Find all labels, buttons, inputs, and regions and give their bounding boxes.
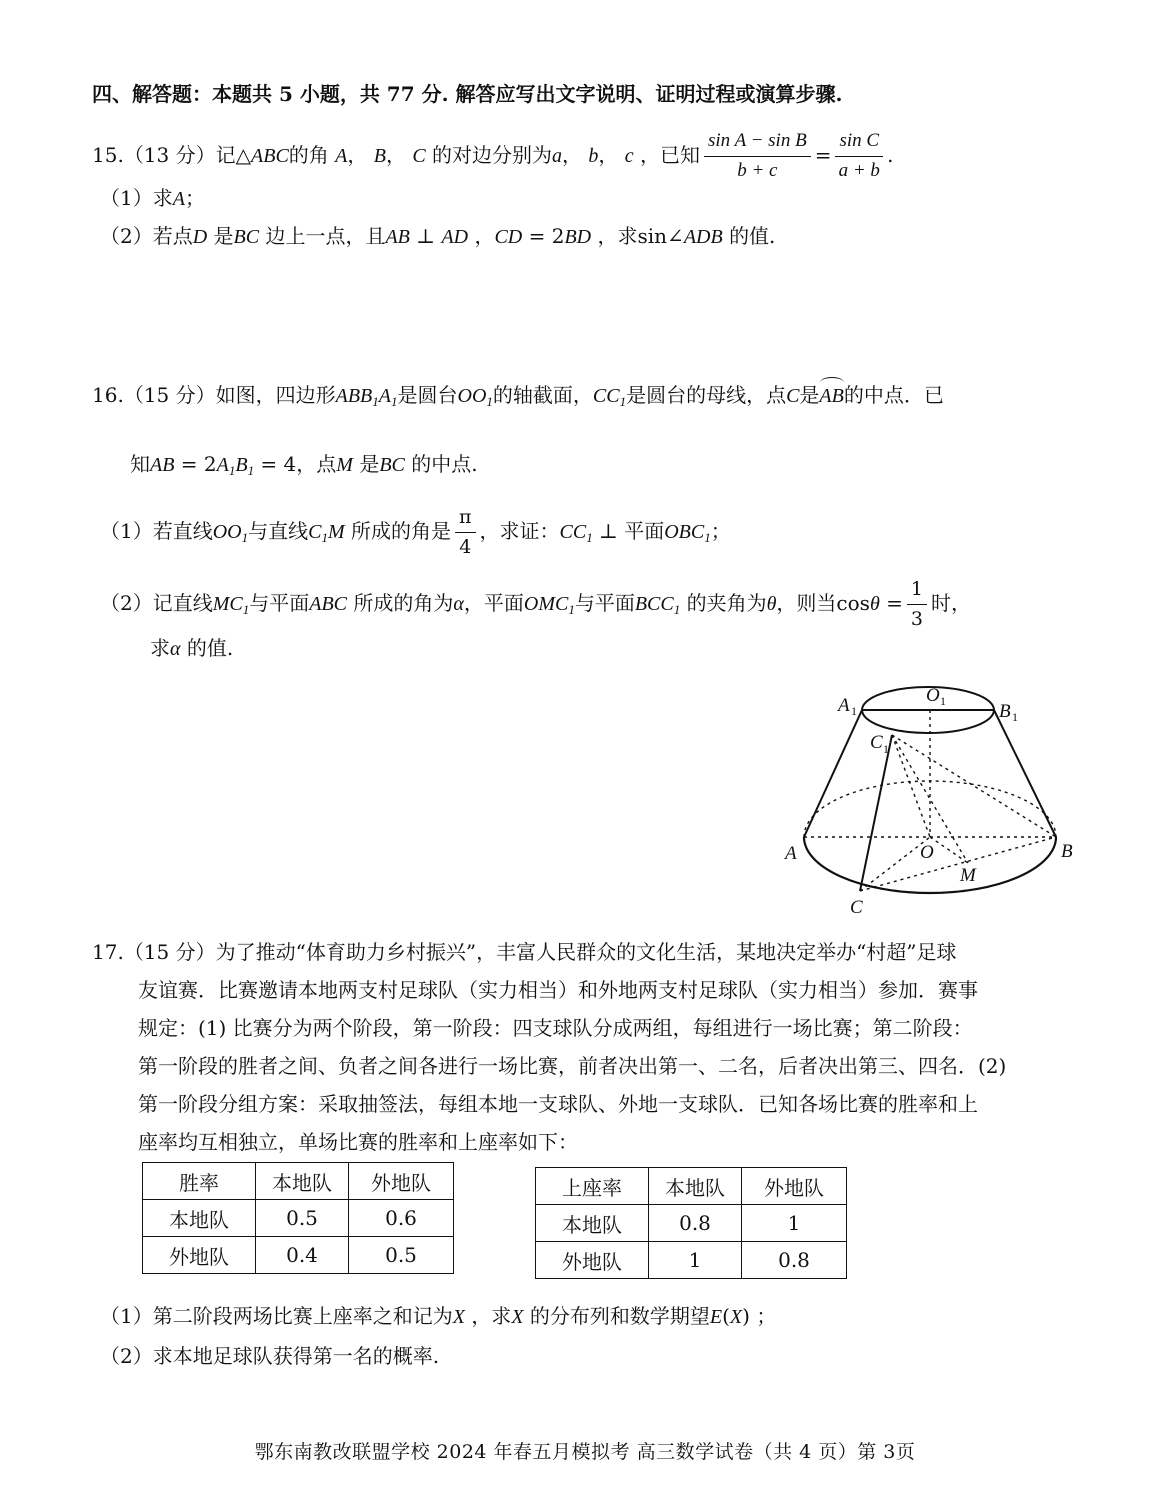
math: C xyxy=(786,385,800,407)
math: CD xyxy=(494,226,523,248)
table-row xyxy=(536,1205,847,1242)
table-cell: 本地队 xyxy=(536,1205,649,1242)
figure-labels xyxy=(783,685,1073,918)
math: X xyxy=(511,1306,524,1328)
label-o1: O xyxy=(926,685,940,706)
text: 的分布列和数学期望 xyxy=(529,1304,710,1328)
math: $OMC_1$ xyxy=(523,592,575,617)
problem-16-q1: （1）若直线$OO_1$与直线$C_1M$ 所成的角是 $\frac{\pi}{4}$ ，求证：$CC_1$ ⊥ 平面$OBC_1$； xyxy=(100,506,731,558)
table-cell: 外地队 xyxy=(143,1237,256,1274)
math: $A_1B_1$ xyxy=(216,454,255,478)
text: （1）求 xyxy=(100,186,173,210)
denominator: 3 xyxy=(910,607,923,630)
frustum-figure xyxy=(780,675,1080,925)
text: 的值. xyxy=(186,636,234,660)
fraction-2 xyxy=(835,130,883,183)
math: θ xyxy=(869,592,880,615)
label-a: A xyxy=(785,843,797,864)
text: 与平面 xyxy=(249,590,310,615)
label-sub: 1 xyxy=(1012,710,1018,724)
text: 为了推动“体育助力乡村振兴”，丰富人民群众的文化生活，某地决定举办“村超”足球 xyxy=(215,940,957,964)
numerator: π xyxy=(455,506,476,533)
table-cell: 胜率 xyxy=(143,1163,256,1200)
math: α xyxy=(170,638,181,660)
text: ，平面 xyxy=(463,590,524,615)
table-cell: 0.8 xyxy=(742,1242,847,1279)
problem-17-q1: （1）第二阶段两场比赛上座率之和记为X ，求X 的分布列和数学期望E(X) ； xyxy=(100,1304,777,1328)
math: E xyxy=(709,1306,723,1328)
text: 平面 xyxy=(624,518,665,543)
problem-17-line4: 第一阶段的胜者之间、负者之间各进行一场比赛，前者决出第一、二名，后者决出第三、四名．(2) xyxy=(138,1054,1007,1078)
text: 与直线 xyxy=(248,518,309,543)
text: （2）记直线 xyxy=(100,590,213,615)
arc-ab: AB xyxy=(819,384,843,408)
text: 如图，四边形 xyxy=(215,383,336,407)
problem-15-q2: （2）若点D 是BC 边上一点，且AB ⊥ AD ，CD = 2BD ，求sin∠ADB 的值. xyxy=(100,224,776,248)
text: ； xyxy=(756,1304,777,1328)
label-b1: B xyxy=(999,701,1011,722)
math: X xyxy=(729,1306,743,1328)
math: $CC_1$ xyxy=(559,520,593,545)
table-row xyxy=(143,1163,454,1200)
text: 是圆台的母线，点 xyxy=(626,383,787,407)
math: BC xyxy=(233,226,260,248)
problem-15-number: 15. xyxy=(92,142,124,167)
math: ABC xyxy=(309,592,348,615)
table-cell: 0.4 xyxy=(256,1237,349,1274)
text: ，已知 xyxy=(639,142,700,167)
problem-15-score: （13 分） xyxy=(123,142,216,167)
problem-16-q2-cont xyxy=(150,636,233,661)
table-row xyxy=(143,1237,454,1274)
segment-c1o xyxy=(892,735,930,837)
math: A xyxy=(335,144,348,167)
math: B xyxy=(373,144,386,167)
table-row xyxy=(143,1200,454,1237)
math: α xyxy=(453,592,464,615)
segment-om xyxy=(930,837,968,863)
denominator: b + c xyxy=(737,159,778,181)
denominator: a + b xyxy=(838,159,880,181)
text: ，点 xyxy=(296,452,337,476)
page-footer: 鄂东南教改联盟学校 2024 年春五月模拟考 高三数学试卷（共 4 页）第 3页 xyxy=(254,1441,916,1463)
math: b xyxy=(588,144,599,167)
problem-17-line5: 第一阶段分组方案：采取抽签法，每组本地一支球队、外地一支球队．已知各场比赛的胜率和上 xyxy=(138,1092,978,1116)
math: BD xyxy=(564,226,592,248)
text: 与平面 xyxy=(574,590,635,615)
problem-17-q2: （2）求本地足球队获得第一名的概率. xyxy=(100,1344,440,1368)
math: $CC_1$ xyxy=(592,385,627,409)
problem-16-score: （15 分） xyxy=(123,383,216,407)
math: C xyxy=(412,144,426,167)
table-cell: 0.6 xyxy=(349,1200,454,1237)
problem-17-line1 xyxy=(92,940,957,964)
text: ，求 xyxy=(597,224,638,248)
text: 的夹角为 xyxy=(686,590,767,615)
label-o: O xyxy=(920,842,934,863)
problem-17-score: （15 分） xyxy=(123,940,216,964)
label-sub: 1 xyxy=(940,694,946,708)
numerator: sin A − sin B xyxy=(704,130,811,157)
table-cell: 本地队 xyxy=(143,1200,256,1237)
text: （1）第二阶段两场比赛上座率之和记为 xyxy=(100,1304,453,1328)
text: （2）若点 xyxy=(100,224,193,248)
problem-17-line2: 友谊赛．比赛邀请本地两支村足球队（实力相当）和外地两支村足球队（实力相当）参加．赛事 xyxy=(138,978,978,1002)
math: ADB xyxy=(683,226,723,248)
math: $C_1M$ xyxy=(308,520,345,545)
text: ，则当 xyxy=(776,590,837,615)
text: 知 xyxy=(130,452,150,476)
problem-15-q1: （1）求A； xyxy=(100,186,205,210)
text: 的轴截面， xyxy=(492,383,593,407)
table-row xyxy=(536,1168,847,1205)
math: AB xyxy=(385,226,410,248)
problem-16-q2: （2）记直线$MC_1$与平面ABC 所成的角为α，平面$OMC_1$与平面$BCC_1$ 的夹角为θ，则当cosθ = $\frac{1}{3}$ 时， xyxy=(100,578,971,630)
table-cell: 0.5 xyxy=(256,1200,349,1237)
table-row xyxy=(536,1242,847,1279)
math: AD xyxy=(441,226,469,248)
attendance-rate-table xyxy=(535,1167,847,1279)
problem-15-stem: 15.（13 分）记△ABC的角 A， B， C 的对边分别为a， b， c ，已知 $\frac{\text{sin A − sin B}}{b + c}$ = $\frac{\text{sin C}}{a + b}$ . xyxy=(92,130,894,181)
math: AB xyxy=(150,454,175,476)
text: 求 xyxy=(150,636,170,660)
text: 是 xyxy=(359,452,380,476)
table-cell: 0.8 xyxy=(649,1205,742,1242)
table-cell: 本地队 xyxy=(649,1168,742,1205)
math: M xyxy=(336,454,353,476)
problem-17-line3: 规定：(1) 比赛分为两个阶段，第一阶段：四支球队分成两组，每组进行一场比赛；第二阶段： xyxy=(138,1016,973,1040)
table-cell: 外地队 xyxy=(349,1163,454,1200)
text: 所成的角是 xyxy=(351,518,451,543)
text: （1）若直线 xyxy=(100,518,213,543)
arc-mark xyxy=(820,377,844,388)
math: $MC_1$ xyxy=(212,592,250,617)
numerator: sin C xyxy=(835,130,883,157)
win-rate-table xyxy=(142,1162,454,1274)
table-cell: 外地队 xyxy=(742,1168,847,1205)
table-cell: 外地队 xyxy=(536,1242,649,1279)
numerator: 1 xyxy=(907,578,927,605)
math: $ABB_1A_1$ xyxy=(335,385,398,409)
denominator: 4 xyxy=(459,535,472,558)
math: $BCC_1$ xyxy=(634,592,681,617)
text: 是圆台 xyxy=(397,383,458,407)
math: A xyxy=(172,188,185,210)
label-sub: 1 xyxy=(883,742,889,756)
text: 所成的角为 xyxy=(353,590,454,615)
math: ABC xyxy=(251,144,289,167)
text: 的对边分别为 xyxy=(432,142,553,167)
problem-16-stem-line1 xyxy=(92,383,944,410)
table-cell: 上座率 xyxy=(536,1168,649,1205)
math: $OO_1$ xyxy=(457,385,493,409)
text: 记△ xyxy=(215,142,252,167)
generator-cc1 xyxy=(860,735,892,891)
problem-16-stem-line2: 知AB = $2A_1B_1 = 4$，点M 是BC 的中点. xyxy=(130,452,478,478)
math: c xyxy=(624,144,634,167)
section-title: 四、解答题：本题共 5 小题，共 77 分. 解答应写出文字说明、证明过程或演算步骤. xyxy=(92,82,843,106)
text: 是 xyxy=(213,224,234,248)
problem-17-number: 17. xyxy=(92,940,124,964)
math: X xyxy=(452,1306,465,1328)
problem-16-number: 16. xyxy=(92,383,124,407)
text: 是 xyxy=(799,383,820,407)
table-cell: 1 xyxy=(649,1242,742,1279)
math: D xyxy=(192,226,208,248)
text: 的值. xyxy=(729,224,776,248)
label-c: C xyxy=(850,897,863,918)
label-sub: 1 xyxy=(851,704,857,718)
label-a1: A xyxy=(838,695,850,716)
table-cell: 0.5 xyxy=(349,1237,454,1274)
label-c1: C xyxy=(870,732,883,753)
fraction-1-3 xyxy=(907,578,927,631)
label-m: M xyxy=(960,865,976,886)
math: BC xyxy=(379,454,405,476)
text: 的角 xyxy=(288,142,329,167)
text: 边上一点，且 xyxy=(265,224,386,248)
problem-17-line6: 座率均互相独立，单场比赛的胜率和上座率如下： xyxy=(138,1130,578,1154)
math: $OBC_1$ xyxy=(664,520,711,545)
label-b: B xyxy=(1061,841,1073,862)
generator-aa1 xyxy=(804,710,862,837)
table-cell: 本地队 xyxy=(256,1163,349,1200)
fraction-pi-4 xyxy=(455,506,476,559)
fraction-1 xyxy=(704,130,811,183)
text: 时， xyxy=(930,590,971,615)
text: ，求证： xyxy=(479,518,560,543)
text: 的中点. xyxy=(411,452,478,476)
table-cell: 1 xyxy=(742,1205,847,1242)
math: θ xyxy=(766,592,777,615)
math: a xyxy=(552,144,563,167)
math: $OO_1$ xyxy=(212,520,249,545)
text: 的中点．已 xyxy=(843,383,944,407)
text: ，求 xyxy=(471,1304,512,1328)
